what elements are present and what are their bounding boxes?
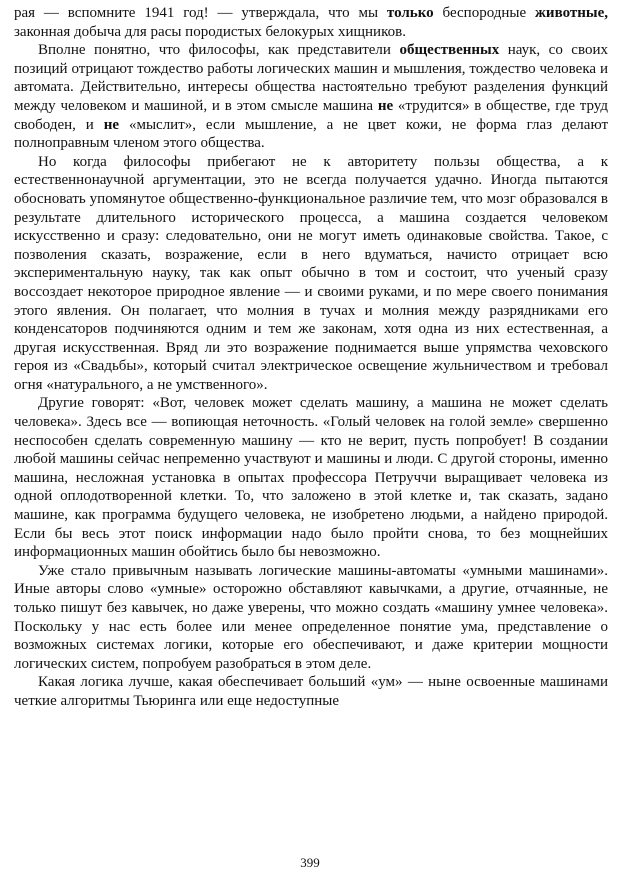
body-text [14, 0, 608, 711]
text-run: «трудится» в обществе, где труд свободен, и [14, 97, 608, 133]
emphasis-text: не [103, 116, 120, 133]
paragraph [14, 4, 608, 41]
text-run: Какая логика лучше, какая обеспечивает больший «ум» — ныне освоенные машинами четкие алгоритмы Тьюринга или еще недоступные [14, 674, 608, 709]
paragraph [14, 673, 608, 710]
paragraph [14, 394, 608, 561]
paragraph [14, 41, 608, 153]
emphasis-text: животные, [535, 5, 608, 21]
text-run: Но когда философы прибегают не к авторитету пользы общества, а к естественнонаучной аргументации, это не всегда получается удачно. Иногда пытаются обосновать упомянутое общественно-функциональное различие тем, что мозг образовался в результате длительного исторического процесса, а машина создается человеком искусственно и сразу: следовательно, они не могут иметь одинаковые свойства. Такое, с позволения сказать, возражение, если в него вдуматься, начисто отрицает всю экспериментальную науку, так как опыт обычно в том и состоит, что ученый сразу воссоздает некоторое природное явление — и своими руками, и по мере своего понимания этого явления. Он полагает, что молния в тучах и молния между разрядниками его конденсаторов подчиняются одним и тем же законам, хотя одна из них естественная, а другая искусственная. Вряд ли это возражение поднимается выше упрямства чеховского героя из «Свадьбы», который считал электрическое освещение жульничеством и требовал огня «натурального, а не умственного». [14, 153, 608, 393]
emphasis-text: не [377, 97, 394, 114]
text-run: Вполне понятно, что философы, как представители [38, 42, 400, 59]
page-number: 399 [300, 855, 320, 871]
text-run: беспородные [433, 5, 536, 21]
emphasis-text: общественных [399, 42, 500, 59]
text-run: Другие говорят: «Вот, человек может сделать машину, а машина не может сделать человека». Здесь все — вопиющая неточность. «Голый человек на голой земле» свершенно неспособен сделать современную машину — кто не верит, пусть попробует! В создании любой машины сейчас непременно участвуют и машины и люди. С другой стороны, именно машина, несложная установка в опытах профессора Петруччи выращивает человека из одной оплодотворенной клетки. То, что заложено в этой клетке и, так сказать, задано машине, как программа будущего человека, не изобретено людьми, а найдено природой. Если бы весь этот поиск информации надо было пройти снова, то без мощнейших информационных машин обойтись было бы невозможно. [14, 395, 608, 561]
paragraph [14, 153, 608, 395]
text-run: рая — вспомните 1941 год! — утверждала, что мы [14, 5, 387, 21]
paragraph [14, 562, 608, 674]
text-run: Уже стало привычным называть логические машины-автоматы «умными машинами». Иные авторы слово «умные» осторожно обставляют кавычками, а другие, отчаянные, не только пишут без кавычек, но даже уверены, что можно создать «машину умнее человека». Поскольку у нас есть более или менее определенное понятие ума, представление о возможных системах логики, которые его обеспечивают, и даже критерии мощности логических систем, попробуем разобраться в этом деле. [14, 562, 608, 672]
text-run: законная добыча для расы породистых белокурых хищников. [14, 23, 406, 40]
text-run: наук, со своих позиций отрицают тождество работы логических машин и мышления, тождество человека и автомата. Действительно, интересы общества настоятельно требуют разделения функций между человеком и машиной, и в этом смысле машина [14, 42, 608, 114]
text-run: «мыслит», если мышление, а не цвет кожи, не форма глаз делают полноправным членом этого общества. [14, 116, 609, 152]
emphasis-text: только [386, 5, 434, 21]
